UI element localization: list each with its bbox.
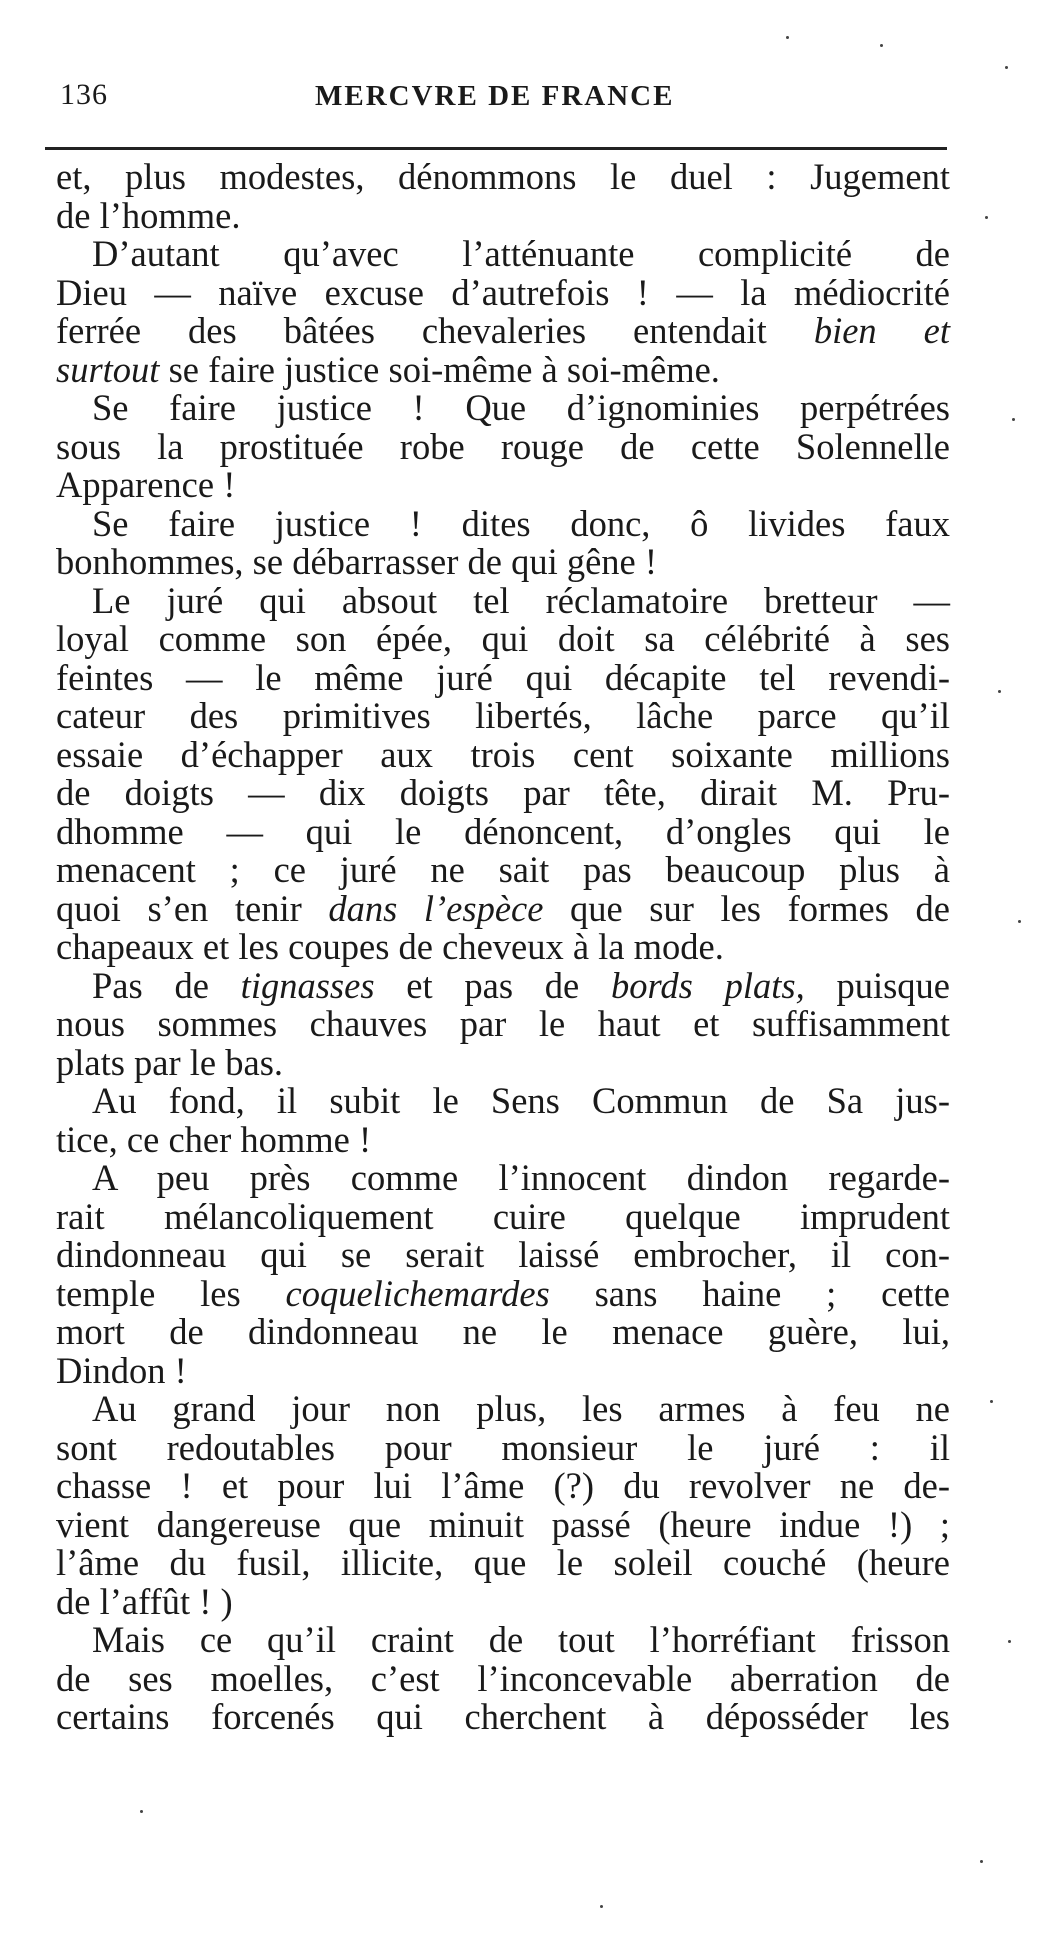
text-line bbox=[56, 235, 950, 274]
text-line bbox=[56, 389, 950, 428]
text-segment: Le juré qui absout tel réclamatoire bretteur — bbox=[92, 579, 950, 621]
italic-segment: tignasses bbox=[240, 964, 375, 1006]
text-segment: Dindon ! bbox=[56, 1349, 187, 1391]
text-line bbox=[56, 312, 950, 351]
text-line bbox=[56, 1544, 950, 1583]
text-segment: loyal comme son épée, qui doit sa célébrité à ses bbox=[56, 618, 950, 659]
body-text bbox=[56, 158, 950, 1737]
text-line bbox=[56, 543, 950, 582]
text-segment: ferrée des bâtées chevaleries entendait bbox=[56, 310, 814, 351]
text-line bbox=[56, 1082, 950, 1121]
text-segment: menacent ; ce juré ne sait pas beaucoup plus à bbox=[56, 849, 950, 890]
text-segment: de l’affût ! ) bbox=[56, 1580, 233, 1622]
text-segment: de doigts — dix doigts par tête, dirait M. Pru- bbox=[56, 772, 950, 813]
text-segment: Apparence ! bbox=[56, 464, 236, 505]
text-line bbox=[56, 1159, 950, 1198]
text-segment: et pas de bbox=[374, 964, 612, 1006]
text-segment: Au grand jour non plus, les armes à feu ne bbox=[92, 1388, 950, 1429]
text-line bbox=[56, 1390, 950, 1429]
italic-segment: dans l’espèce bbox=[328, 887, 544, 929]
text-line bbox=[56, 810, 950, 852]
text-line bbox=[56, 1657, 950, 1699]
text-line bbox=[56, 620, 950, 659]
text-line bbox=[56, 271, 950, 313]
journal-title: MERCVRE DE FRANCE bbox=[315, 80, 675, 112]
text-segment: feintes — le même juré qui décapite tel revendi- bbox=[56, 656, 950, 698]
text-segment: dhomme — qui le dénoncent, d’ongles qui le bbox=[56, 810, 950, 852]
text-line bbox=[56, 502, 950, 544]
text-line bbox=[56, 1195, 950, 1237]
text-segment: D’autant qu’avec l’atténuante complicité de bbox=[92, 233, 950, 274]
text-segment: essaie d’échapper aux trois cent soixante millions bbox=[56, 733, 950, 775]
text-line bbox=[56, 1005, 950, 1044]
text-line bbox=[56, 194, 950, 236]
running-head bbox=[60, 78, 960, 118]
text-line bbox=[56, 656, 950, 698]
text-segment: nous sommes chauves par le haut et suffisamment bbox=[56, 1003, 950, 1044]
text-line bbox=[56, 774, 950, 813]
text-segment: Au fond, il subit le Sens Commun de Sa jus- bbox=[92, 1080, 950, 1121]
text-line bbox=[56, 579, 950, 621]
text-segment: tice, ce cher homme ! bbox=[56, 1118, 372, 1160]
text-line bbox=[56, 697, 950, 736]
text-line bbox=[56, 887, 950, 929]
text-segment: que sur les formes de bbox=[543, 887, 950, 929]
text-line bbox=[56, 964, 951, 1006]
text-line bbox=[56, 1236, 950, 1275]
italic-segment: bien et bbox=[813, 310, 950, 351]
text-segment: se faire justice soi-même à soi-même. bbox=[159, 348, 720, 390]
text-segment: sans haine ; cette bbox=[549, 1272, 950, 1314]
text-segment: bonhommes, se débarrasser de qui gêne ! bbox=[56, 541, 658, 582]
text-line bbox=[56, 466, 950, 505]
text-segment: quoi s’en tenir bbox=[56, 887, 329, 929]
text-line bbox=[56, 733, 950, 775]
text-segment: de ses moelles, c’est l’inconcevable aberration de bbox=[56, 1657, 950, 1699]
text-line bbox=[56, 425, 950, 467]
italic-segment: surtout bbox=[56, 348, 160, 390]
text-line bbox=[56, 348, 950, 390]
text-segment: sont redoutables pour monsieur le juré : il bbox=[56, 1426, 950, 1468]
text-segment: Se faire justice ! dites donc, ô livides faux bbox=[92, 502, 950, 544]
text-line bbox=[56, 1272, 950, 1314]
text-segment: puisque bbox=[804, 964, 951, 1006]
italic-segment: bords plats, bbox=[611, 964, 805, 1006]
text-line bbox=[56, 1118, 950, 1160]
header-rule bbox=[45, 147, 947, 150]
text-line bbox=[56, 1041, 950, 1083]
text-line bbox=[56, 1313, 950, 1352]
text-segment: l’âme du fusil, illicite, que le soleil couché (heure bbox=[56, 1542, 950, 1583]
text-segment: certains forcenés qui cherchent à déposséder les bbox=[56, 1696, 950, 1737]
text-segment: dindonneau qui se serait laissé embrocher, il con- bbox=[56, 1234, 950, 1275]
text-segment: de l’homme. bbox=[56, 194, 241, 236]
text-line bbox=[56, 1349, 950, 1391]
text-segment: chapeaux et les coupes de cheveux à la mode. bbox=[56, 926, 724, 967]
text-segment: et, plus modestes, dénommons le duel : Jugement bbox=[56, 156, 950, 197]
text-segment: cateur des primitives libertés, lâche parce qu’il bbox=[56, 695, 950, 736]
text-line bbox=[56, 1580, 950, 1622]
text-line bbox=[56, 1503, 950, 1545]
text-segment: A peu près comme l’innocent dindon regarde- bbox=[92, 1157, 950, 1198]
text-segment: Pas de bbox=[92, 964, 241, 1006]
text-segment: rait mélancoliquement cuire quelque imprudent bbox=[56, 1195, 950, 1237]
text-line bbox=[56, 1467, 950, 1506]
text-line bbox=[56, 158, 950, 197]
italic-segment: coquelichemardes bbox=[285, 1272, 550, 1314]
text-segment: sous la prostituée robe rouge de cette Solennelle bbox=[56, 425, 950, 467]
text-segment: mort de dindonneau ne le menace guère, lui, bbox=[56, 1311, 950, 1352]
text-segment: Mais ce qu’il craint de tout l’horréfiant frisson bbox=[92, 1619, 950, 1660]
text-line bbox=[56, 1621, 950, 1660]
page-number: 136 bbox=[60, 78, 108, 111]
text-line bbox=[56, 1698, 950, 1737]
text-segment: chasse ! et pour lui l’âme (?) du revolver ne de- bbox=[56, 1465, 950, 1506]
text-segment: Dieu — naïve excuse d’autrefois ! — la médiocrité bbox=[56, 271, 950, 313]
text-segment: vient dangereuse que minuit passé (heure indue !) ; bbox=[56, 1503, 950, 1545]
text-line bbox=[56, 1426, 950, 1468]
text-segment: plats par le bas. bbox=[56, 1041, 284, 1083]
text-segment: temple les bbox=[56, 1272, 286, 1314]
text-line bbox=[56, 851, 950, 890]
text-line bbox=[56, 928, 950, 967]
text-segment: Se faire justice ! Que d’ignominies perpétrées bbox=[92, 387, 950, 428]
